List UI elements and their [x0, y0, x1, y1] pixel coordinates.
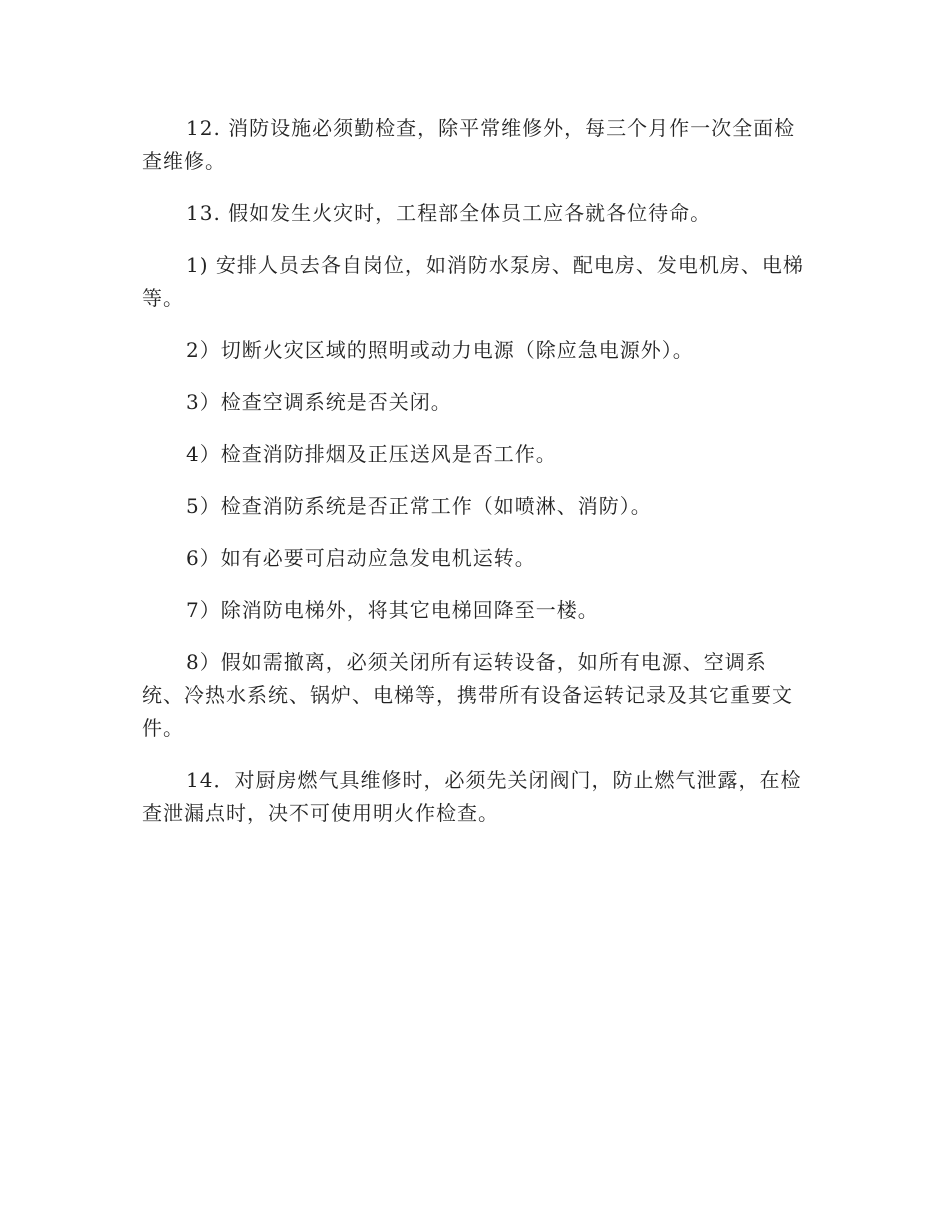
paragraph-13-item-5: 5）检查消防系统是否正常工作（如喷淋、消防）。 [186, 494, 652, 518]
document-body [142, 112, 808, 849]
paragraph-13-item-7: 7）除消防电梯外，将其它电梯回降至一楼。 [186, 598, 599, 622]
paragraph-13-item-1: 1) 安排人员去各自岗位，如消防水泵房、配电房、发电机房、电梯等。 [142, 253, 804, 310]
paragraph-13: 13. 假如发生火灾时，工程部全体员工应各就各位待命。 [186, 201, 712, 225]
paragraph-13-item-3: 3）检查空调系统是否关闭。 [186, 390, 452, 414]
paragraph-13-item-2: 2）切断火灾区域的照明或动力电源（除应急电源外）。 [186, 338, 694, 362]
paragraph-13-item-4: 4）检查消防排烟及正压送风是否工作。 [186, 442, 557, 466]
paragraph-12: 12. 消防设施必须勤检查，除平常维修外，每三个月作一次全面检查维修。 [142, 116, 796, 173]
paragraph-14: 14．对厨房燃气具维修时，必须先关闭阀门，防止燃气泄露，在检查泄漏点时，决不可使用明火作检查。 [142, 768, 802, 825]
paragraph-13-item-6: 6）如有必要可启动应急发电机运转。 [186, 546, 536, 570]
paragraph-13-item-8: 8）假如需撤离，必须关闭所有运转设备，如所有电源、空调系统、冷热水系统、锅炉、电梯等，携带所有设备运转记录及其它重要文件。 [142, 650, 793, 740]
